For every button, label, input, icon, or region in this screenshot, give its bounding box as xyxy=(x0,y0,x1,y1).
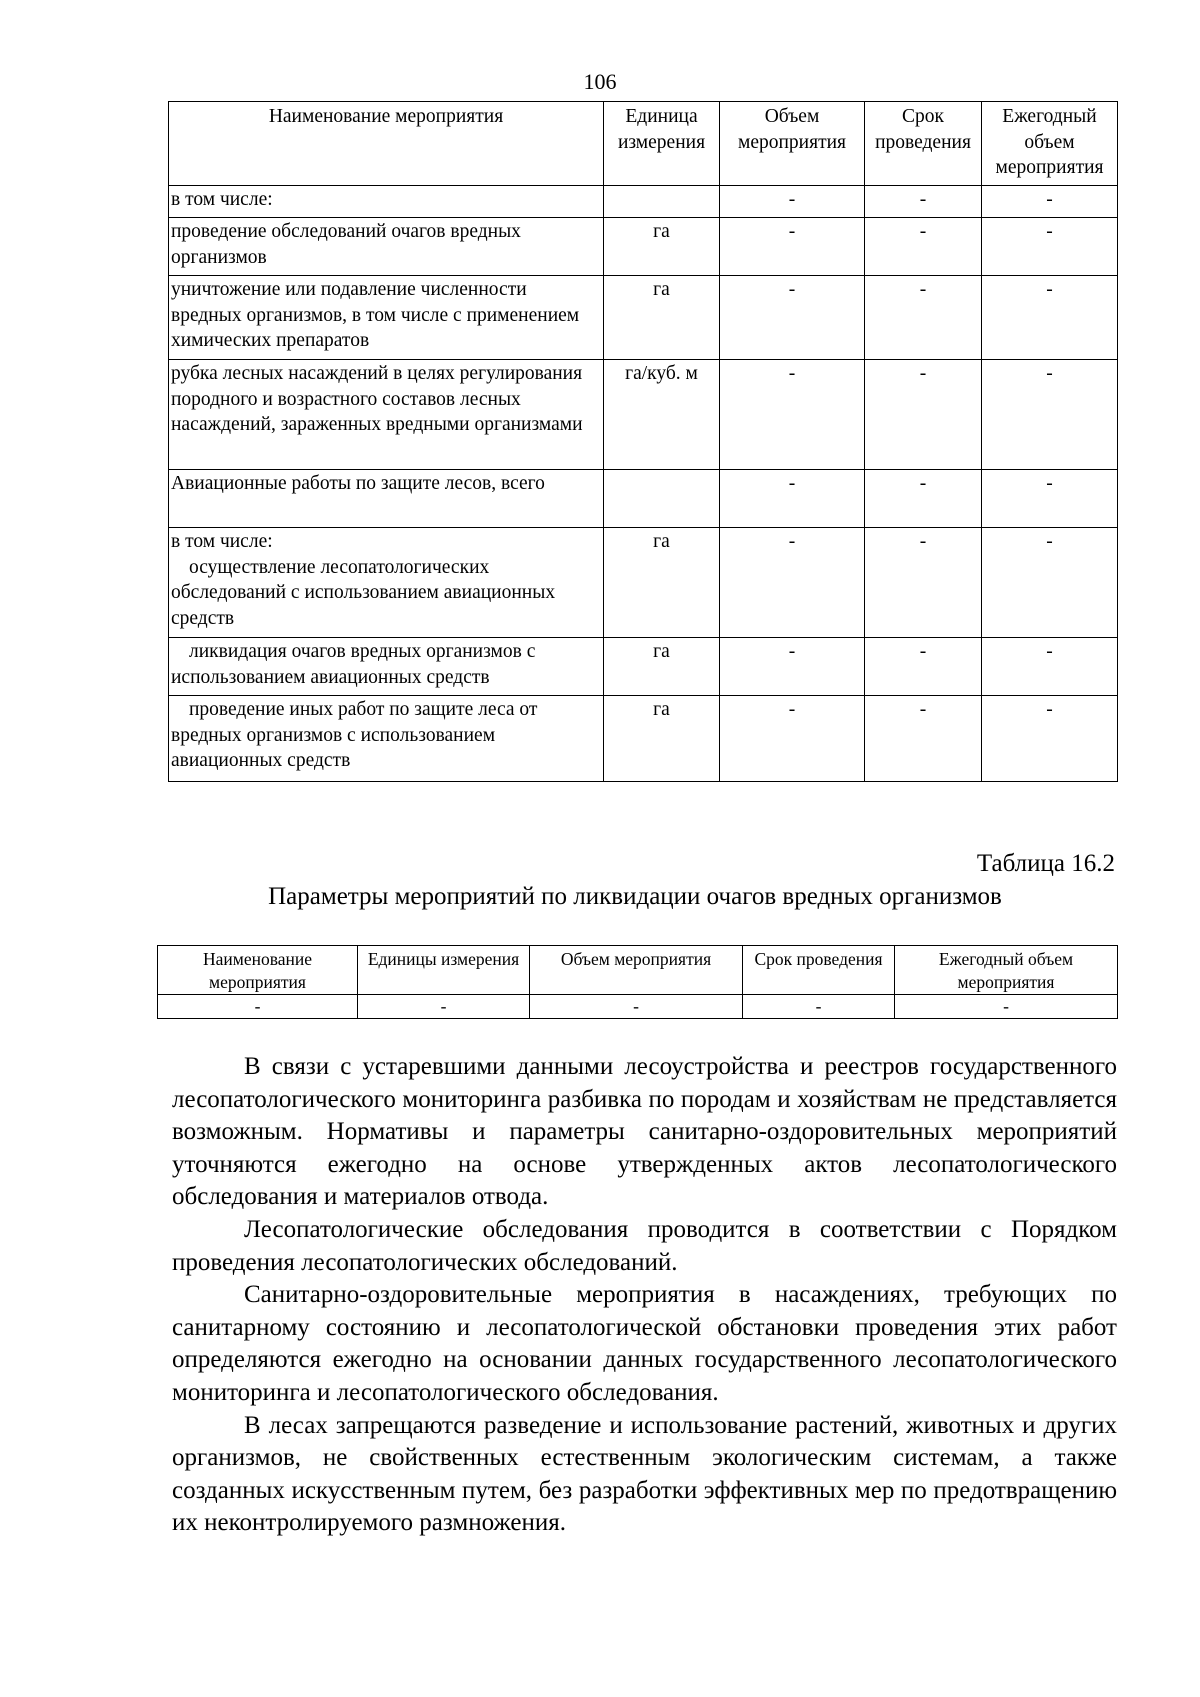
cell-name-prefix: в том числе: xyxy=(171,531,273,552)
table-row xyxy=(169,470,1118,528)
cell-annual: - xyxy=(982,218,1118,276)
cell-volume: - xyxy=(720,276,865,360)
cell-name: Авиационные работы по защите лесов, всего xyxy=(169,470,604,528)
cell-annual: - xyxy=(982,528,1118,638)
paragraph: В связи с устаревшими данными лесоустройства и реестров государственного лесопатологического мониторинга разбивка по породам и хозяйствам не представляется возможным. Нормативы и параметры санитарно-оздоровительных мероприятий уточняются ежегодно на основе утвержденных актов лесопатологического обследования и материалов отвода. xyxy=(172,1053,1117,1211)
paragraph: Санитарно-оздоровительные мероприятия в насаждениях, требующих по санитарному состоянию и лесопатологической обстановки проведения этих работ определяются ежегодно на основании данных государственного лесопатологического мониторинга и лесопатологического обследования. xyxy=(172,1281,1117,1406)
cell-term: - xyxy=(865,186,982,218)
col-header-annual: Ежегодный объем мероприятия xyxy=(895,946,1118,995)
table-row xyxy=(169,360,1118,470)
cell-volume: - xyxy=(720,470,865,528)
col-header-term: Срок проведения xyxy=(743,946,895,995)
table-row xyxy=(169,528,1118,638)
cell-annual: - xyxy=(895,995,1118,1019)
cell-unit: га xyxy=(604,528,720,638)
col-header-volume: Объем мероприятия xyxy=(530,946,743,995)
page-number: 106 xyxy=(583,69,617,94)
col-header-unit: Единицы измерения xyxy=(358,946,530,995)
col-header-annual: Ежегодный объем мероприятия xyxy=(982,102,1118,186)
table-row xyxy=(169,218,1118,276)
cell-volume: - xyxy=(720,186,865,218)
cell-term: - xyxy=(865,276,982,360)
cell-name xyxy=(169,638,604,696)
col-header-unit: Единица измерения xyxy=(604,102,720,186)
table-header-row xyxy=(169,102,1118,186)
cell-unit xyxy=(604,186,720,218)
cell-volume: - xyxy=(720,638,865,696)
col-header-name: Наименование мероприятия xyxy=(158,946,358,995)
cell-annual: - xyxy=(982,276,1118,360)
cell-annual: - xyxy=(982,638,1118,696)
cell-name: уничтожение или подавление численности вредных организмов, в том числе с применением химических препаратов xyxy=(169,276,604,360)
cell-name-text: проведение иных работ по защите леса от вредных организмов с использованием авиационных средств xyxy=(171,699,538,771)
paragraph: В лесах запрещаются разведение и использование растений, животных и других организмов, не свойственных естественным экологическим системам, а также созданных искусственным путем, без разработки эффективных мер по предотвращению их неконтролируемого размножения. xyxy=(172,1411,1117,1537)
cell-annual: - xyxy=(982,470,1118,528)
cell-name-text: ликвидация очагов вредных организмов с использованием авиационных средств xyxy=(171,641,536,688)
col-header-term: Срок проведения xyxy=(865,102,982,186)
cell-name: в том числе: xyxy=(169,186,604,218)
cell-name xyxy=(169,696,604,782)
table-row xyxy=(169,638,1118,696)
cell-volume: - xyxy=(720,360,865,470)
cell-unit: - xyxy=(358,995,530,1019)
cell-unit xyxy=(604,470,720,528)
col-header-volume: Объем мероприятия xyxy=(720,102,865,186)
body-text xyxy=(172,1051,1117,1540)
cell-term: - xyxy=(865,638,982,696)
measures-table xyxy=(168,101,1118,782)
cell-term: - xyxy=(865,528,982,638)
cell-term: - xyxy=(743,995,895,1019)
cell-term: - xyxy=(865,470,982,528)
table-title: Параметры мероприятий по ликвидации очагов вредных организмов xyxy=(268,883,1002,910)
table-row xyxy=(158,995,1118,1019)
cell-unit: га/куб. м xyxy=(604,360,720,470)
cell-name xyxy=(169,528,604,638)
cell-name: - xyxy=(158,995,358,1019)
cell-volume: - xyxy=(720,696,865,782)
cell-name: проведение обследований очагов вредных организмов xyxy=(169,218,604,276)
table-row xyxy=(169,696,1118,782)
cell-annual: - xyxy=(982,186,1118,218)
cell-unit: га xyxy=(604,638,720,696)
cell-volume: - xyxy=(720,218,865,276)
cell-annual: - xyxy=(982,696,1118,782)
cell-unit: га xyxy=(604,696,720,782)
cell-annual: - xyxy=(982,360,1118,470)
table-row xyxy=(169,186,1118,218)
cell-unit: га xyxy=(604,276,720,360)
cell-unit: га xyxy=(604,218,720,276)
cell-name-text: осуществление лесопатологических обследований с использованием авиационных средств xyxy=(171,556,556,629)
col-header-name: Наименование мероприятия xyxy=(169,102,604,186)
paragraph: Лесопатологические обследования проводится в соответствии с Порядком проведения лесопатологических обследований. xyxy=(172,1215,1117,1276)
table-row xyxy=(169,276,1118,360)
table-label: Таблица 16.2 xyxy=(976,850,1115,877)
table-header-row xyxy=(158,946,1118,995)
cell-volume: - xyxy=(720,528,865,638)
cell-term: - xyxy=(865,360,982,470)
cell-term: - xyxy=(865,218,982,276)
cell-name: рубка лесных насаждений в целях регулирования породного и возрастного составов лесных насаждений, зараженных вредными организмами xyxy=(169,360,604,470)
cell-term: - xyxy=(865,696,982,782)
parameters-table xyxy=(157,945,1118,1019)
cell-volume: - xyxy=(530,995,743,1019)
